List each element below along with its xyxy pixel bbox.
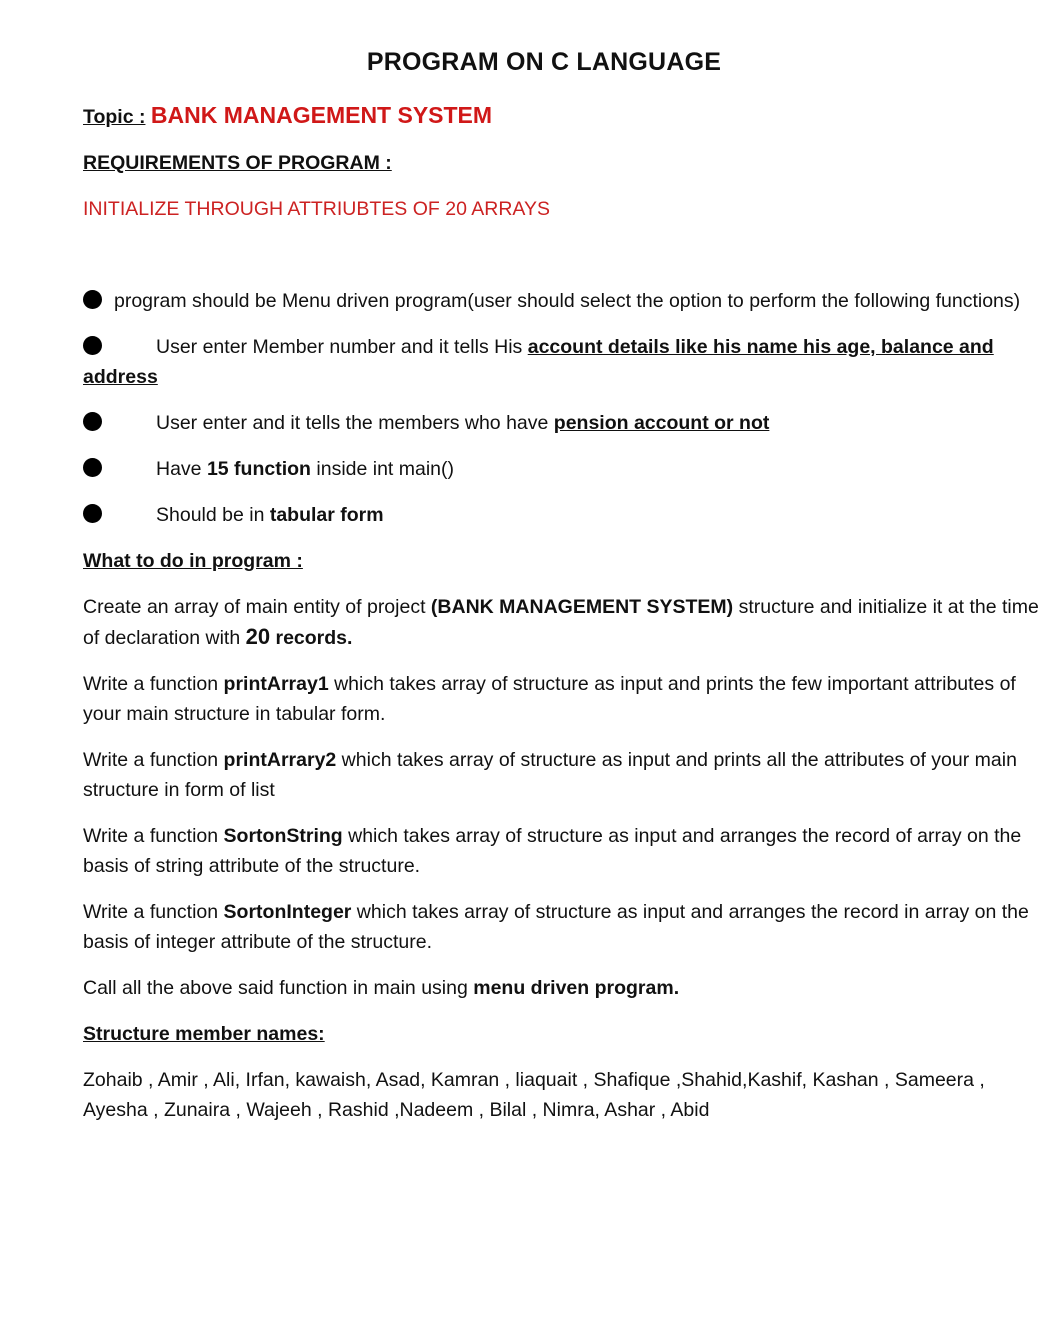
bullet-text: Have [156,458,207,480]
function-name: SortonInteger [223,901,352,923]
bullet-dot-icon [83,336,102,355]
bullet-emphasis: tabular form [269,504,384,526]
bullet-text: program should be Menu driven program(user should select the option to perform the following functions) [114,290,1021,312]
paragraph-text-end: which takes array of structure as input and prints the few important attributes of your main structure in tabular form. [83,673,1016,725]
paragraph-printarray2 [83,745,1043,805]
bullet-dot-icon [83,412,102,431]
bullet-function-count [83,454,1043,484]
paragraph-text: Write a function [83,749,224,771]
topic-value: BANK MANAGEMENT SYSTEM [150,102,493,128]
bullet-account-details [83,332,1043,392]
requirements-heading: REQUIREMENTS OF PROGRAM : [83,152,392,174]
paragraph-emphasis: menu driven program. [473,977,680,999]
bullet-text: User enter and it tells the members who have [156,412,554,434]
paragraph-call-functions [83,973,1043,1003]
paragraph-emphasis: (BANK MANAGEMENT SYSTEM) [430,596,734,618]
bullet-emphasis: account details like his name his age, balance and address [83,336,994,388]
paragraph-create-array [83,592,1043,653]
function-name: printArrary2 [223,749,337,771]
initialize-line: INITIALIZE THROUGH ATTRIUBTES OF 20 ARRAYS [83,198,551,220]
paragraph-sortonstring [83,821,1043,881]
document-body [83,100,1043,1141]
bullet-dot-icon [83,458,102,477]
topic-label: Topic : [83,106,146,128]
paragraph-emphasis-end: records. [270,627,353,649]
function-name: SortonString [223,825,343,847]
bullet-text: User enter Member number and it tells His [156,336,528,358]
paragraph-text-end: which takes array of structure as input and arranges the record in array on the basis of integer attribute of the structure. [83,901,1029,953]
paragraph-sortoninteger [83,897,1043,957]
bullet-emphasis: pension account or not [553,412,770,434]
members-heading: Structure member names: [83,1023,325,1045]
paragraph-text: Create an array of main entity of project [83,596,431,618]
bullet-dot-icon [83,504,102,523]
function-name: printArray1 [223,673,329,695]
what-to-do-heading: What to do in program : [83,550,303,572]
bullet-pension-account [83,408,1043,438]
paragraph-text-end: which takes array of structure as input and arranges the record of array on the basis of string attribute of the structure. [83,825,1022,877]
bullet-emphasis: 15 function [206,458,311,480]
paragraph-text-end: which takes array of structure as input and prints all the attributes of your main structure in form of list [83,749,1017,801]
members-list: Zohaib , Amir , Ali, Irfan, kawaish, Asad, Kamran , liaquait , Shafique ,Shahid,Kashif, Kashan , Sameera , Ayesha , Zunaira , Wajeeh , Rashid ,Nadeem , Bilal , Nimra, Ashar , Abid [83,1069,985,1121]
paragraph-text-mid: structure and initialize it at the time of declaration with [83,596,1039,649]
bullet-dot-icon [83,290,102,309]
paragraph-text: Write a function [83,901,224,923]
page-title: PROGRAM ON C LANGUAGE [366,48,722,76]
topic-line [83,100,1043,132]
paragraph-printarray1 [83,669,1043,729]
bullet-tabular-form [83,500,1043,530]
bullet-text: Should be in [156,504,270,526]
paragraph-text: Write a function [83,825,224,847]
paragraph-text: Call all the above said function in main using [83,977,474,999]
bullet-text-end: inside int main() [310,458,455,480]
paragraph-text: Write a function [83,673,224,695]
record-count: 20 [245,624,271,649]
bullet-menu-driven [83,286,1043,316]
